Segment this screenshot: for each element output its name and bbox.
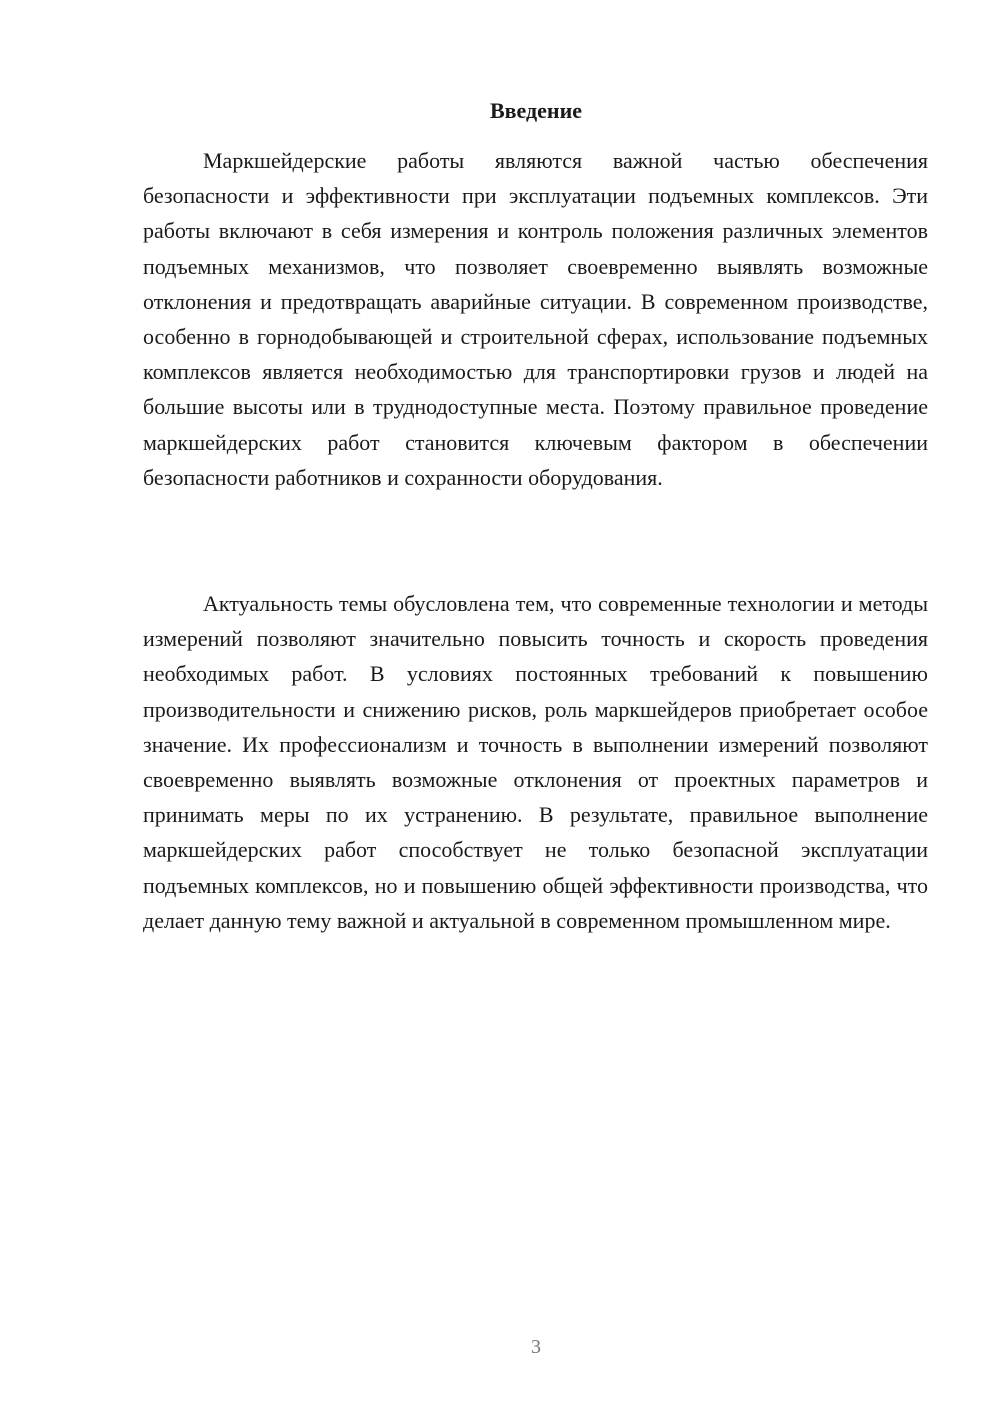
page-number: 3 bbox=[531, 1336, 541, 1358]
section-heading: Введение bbox=[489, 98, 583, 123]
paragraph-relevance: Актуальность темы обусловлена тем, что современные технологии и методы измерений позволяют значительно повысить точность и скорость проведения необходимых работ. В условиях постоянных требований к повышению производительности и снижению рисков, роль маркшейдеров приобретает особое значение. Их профессионализм и точность в выполнении измерений позволяют своевременно выявлять возможные отклонения от проектных параметров и принимать меры по их устранению. В результате, правильное выполнение маркшейдерских работ способствует не только безопасной эксплуатации подъемных комплексов, но и повышению общей эффективности производства, что делает данную тему важной и актуальной в современном промышленном мире. bbox=[143, 591, 928, 933]
paragraph-introduction: Маркшейдерские работы являются важной частью обеспечения безопасности и эффективности при эксплуатации подъемных комплексов. Эти работы включают в себя измерения и контроль положения различных элементов подъемных механизмов, что позволяет своевременно выявлять возможные отклонения и предотвращать аварийные ситуации. В современном производстве, особенно в горнодобывающей и строительной сферах, использование подъемных комплексов является необходимостью для транспортировки грузов и людей на большие высоты или в труднодоступные места. Поэтому правильное проведение маркшейдерских работ становится ключевым фактором в обеспечении безопасности работников и сохранности оборудования. bbox=[143, 148, 928, 490]
